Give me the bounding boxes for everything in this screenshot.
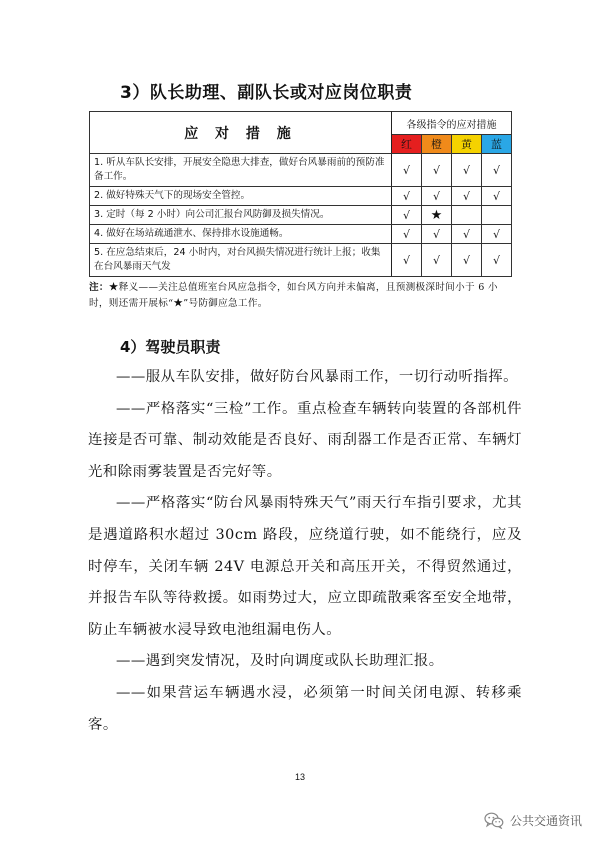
- table-row: [90, 206, 512, 225]
- duty-paragraphs: [88, 362, 522, 741]
- row-mark-orange: √: [422, 225, 452, 244]
- levels-header: 各级指令的应对措施: [392, 112, 512, 135]
- row-mark-yellow: √: [452, 187, 482, 206]
- row-measure-text: 5. 在应急结束后，24 小时内，对台风损失情况进行统计上报；收集在台风暴雨天气发: [90, 244, 392, 277]
- row-mark-red: √: [392, 225, 422, 244]
- response-measures-table: [89, 111, 512, 277]
- row-mark-blue: √: [482, 225, 512, 244]
- level-yellow: 黄: [452, 135, 482, 154]
- row-mark-blue: [482, 206, 512, 225]
- row-measure-text: 4. 做好在场站疏通泄水、保持排水设施通畅。: [90, 225, 392, 244]
- row-mark-blue: √: [482, 244, 512, 277]
- table-row: [90, 154, 512, 187]
- row-mark-red: √: [392, 187, 422, 206]
- paragraph: ——严格落实“防台风暴雨特殊天气”雨天行车指引要求，尤其是遇道路积水超过 30cm 路段，应绕道行驶，如不能绕行，应及时停车，关闭车辆 24V 电源总开关和高压开关，不得贸然通过，并报告车队等待救援。如雨势过大，应立即疏散乘客至安全地带，防止车辆被水浸导致电池组漏电伤人。: [88, 495, 522, 638]
- table-row: [90, 225, 512, 244]
- row-measure-text: 3. 定时（每 2 小时）向公司汇报台风防御及损失情况。: [90, 206, 392, 225]
- subsection-heading: 4）驾驶员职责: [120, 338, 221, 356]
- section-heading: 3）队长助理、副队长或对应岗位职责: [120, 83, 413, 103]
- row-mark-blue: √: [482, 154, 512, 187]
- page-number: 13: [294, 772, 305, 782]
- row-measure-text: 1. 听从车队长安排，开展安全隐患大排查，做好台风暴雨前的预防准备工作。: [90, 154, 392, 187]
- watermark: [484, 812, 582, 829]
- wechat-icon: [484, 812, 504, 829]
- row-mark-red: √: [392, 206, 422, 225]
- note-label: 注：: [89, 282, 109, 293]
- row-mark-yellow: [452, 206, 482, 225]
- row-mark-blue: √: [482, 187, 512, 206]
- measures-header: 应 对 措 施: [90, 112, 392, 154]
- table-row: [90, 187, 512, 206]
- watermark-text: 公共交通资讯: [509, 814, 582, 828]
- note-text: ★释义——关注总值班室台风应急指令，如台风方向并未偏离，且预测极深时间小于 6 小时，则还需开展标“★”号防御应急工作。: [89, 282, 498, 309]
- row-mark-orange: √: [422, 244, 452, 277]
- row-mark-orange: √: [422, 154, 452, 187]
- level-orange: 橙: [422, 135, 452, 154]
- paragraph: ——遇到突发情况，及时向调度或队长助理汇报。: [116, 653, 444, 670]
- level-blue: 蓝: [482, 135, 512, 154]
- row-mark-red: √: [392, 244, 422, 277]
- table-header-row: [90, 112, 512, 135]
- row-mark-yellow: √: [452, 244, 482, 277]
- paragraph: ——严格落实“三检”工作。重点检查车辆转向装置的各部机件连接是否可靠、制动效能是否良好、雨刮器工作是否正常、车辆灯光和除雨雾装置是否完好等。: [88, 400, 522, 480]
- level-red: 红: [392, 135, 422, 154]
- table-note: [89, 280, 517, 312]
- table-row: [90, 244, 512, 277]
- row-mark-red: √: [392, 154, 422, 187]
- row-measure-text: 2. 做好特殊天气下的现场安全管控。: [90, 187, 392, 206]
- row-mark-orange: ★: [422, 206, 452, 225]
- paragraph: ——如果营运车辆遇水浸，必须第一时间关闭电源、转移乘客。: [88, 684, 522, 733]
- row-mark-yellow: √: [452, 154, 482, 187]
- paragraph: ——服从车队安排，做好防台风暴雨工作，一切行动听指挥。: [116, 369, 519, 385]
- row-mark-yellow: √: [452, 225, 482, 244]
- row-mark-orange: √: [422, 187, 452, 206]
